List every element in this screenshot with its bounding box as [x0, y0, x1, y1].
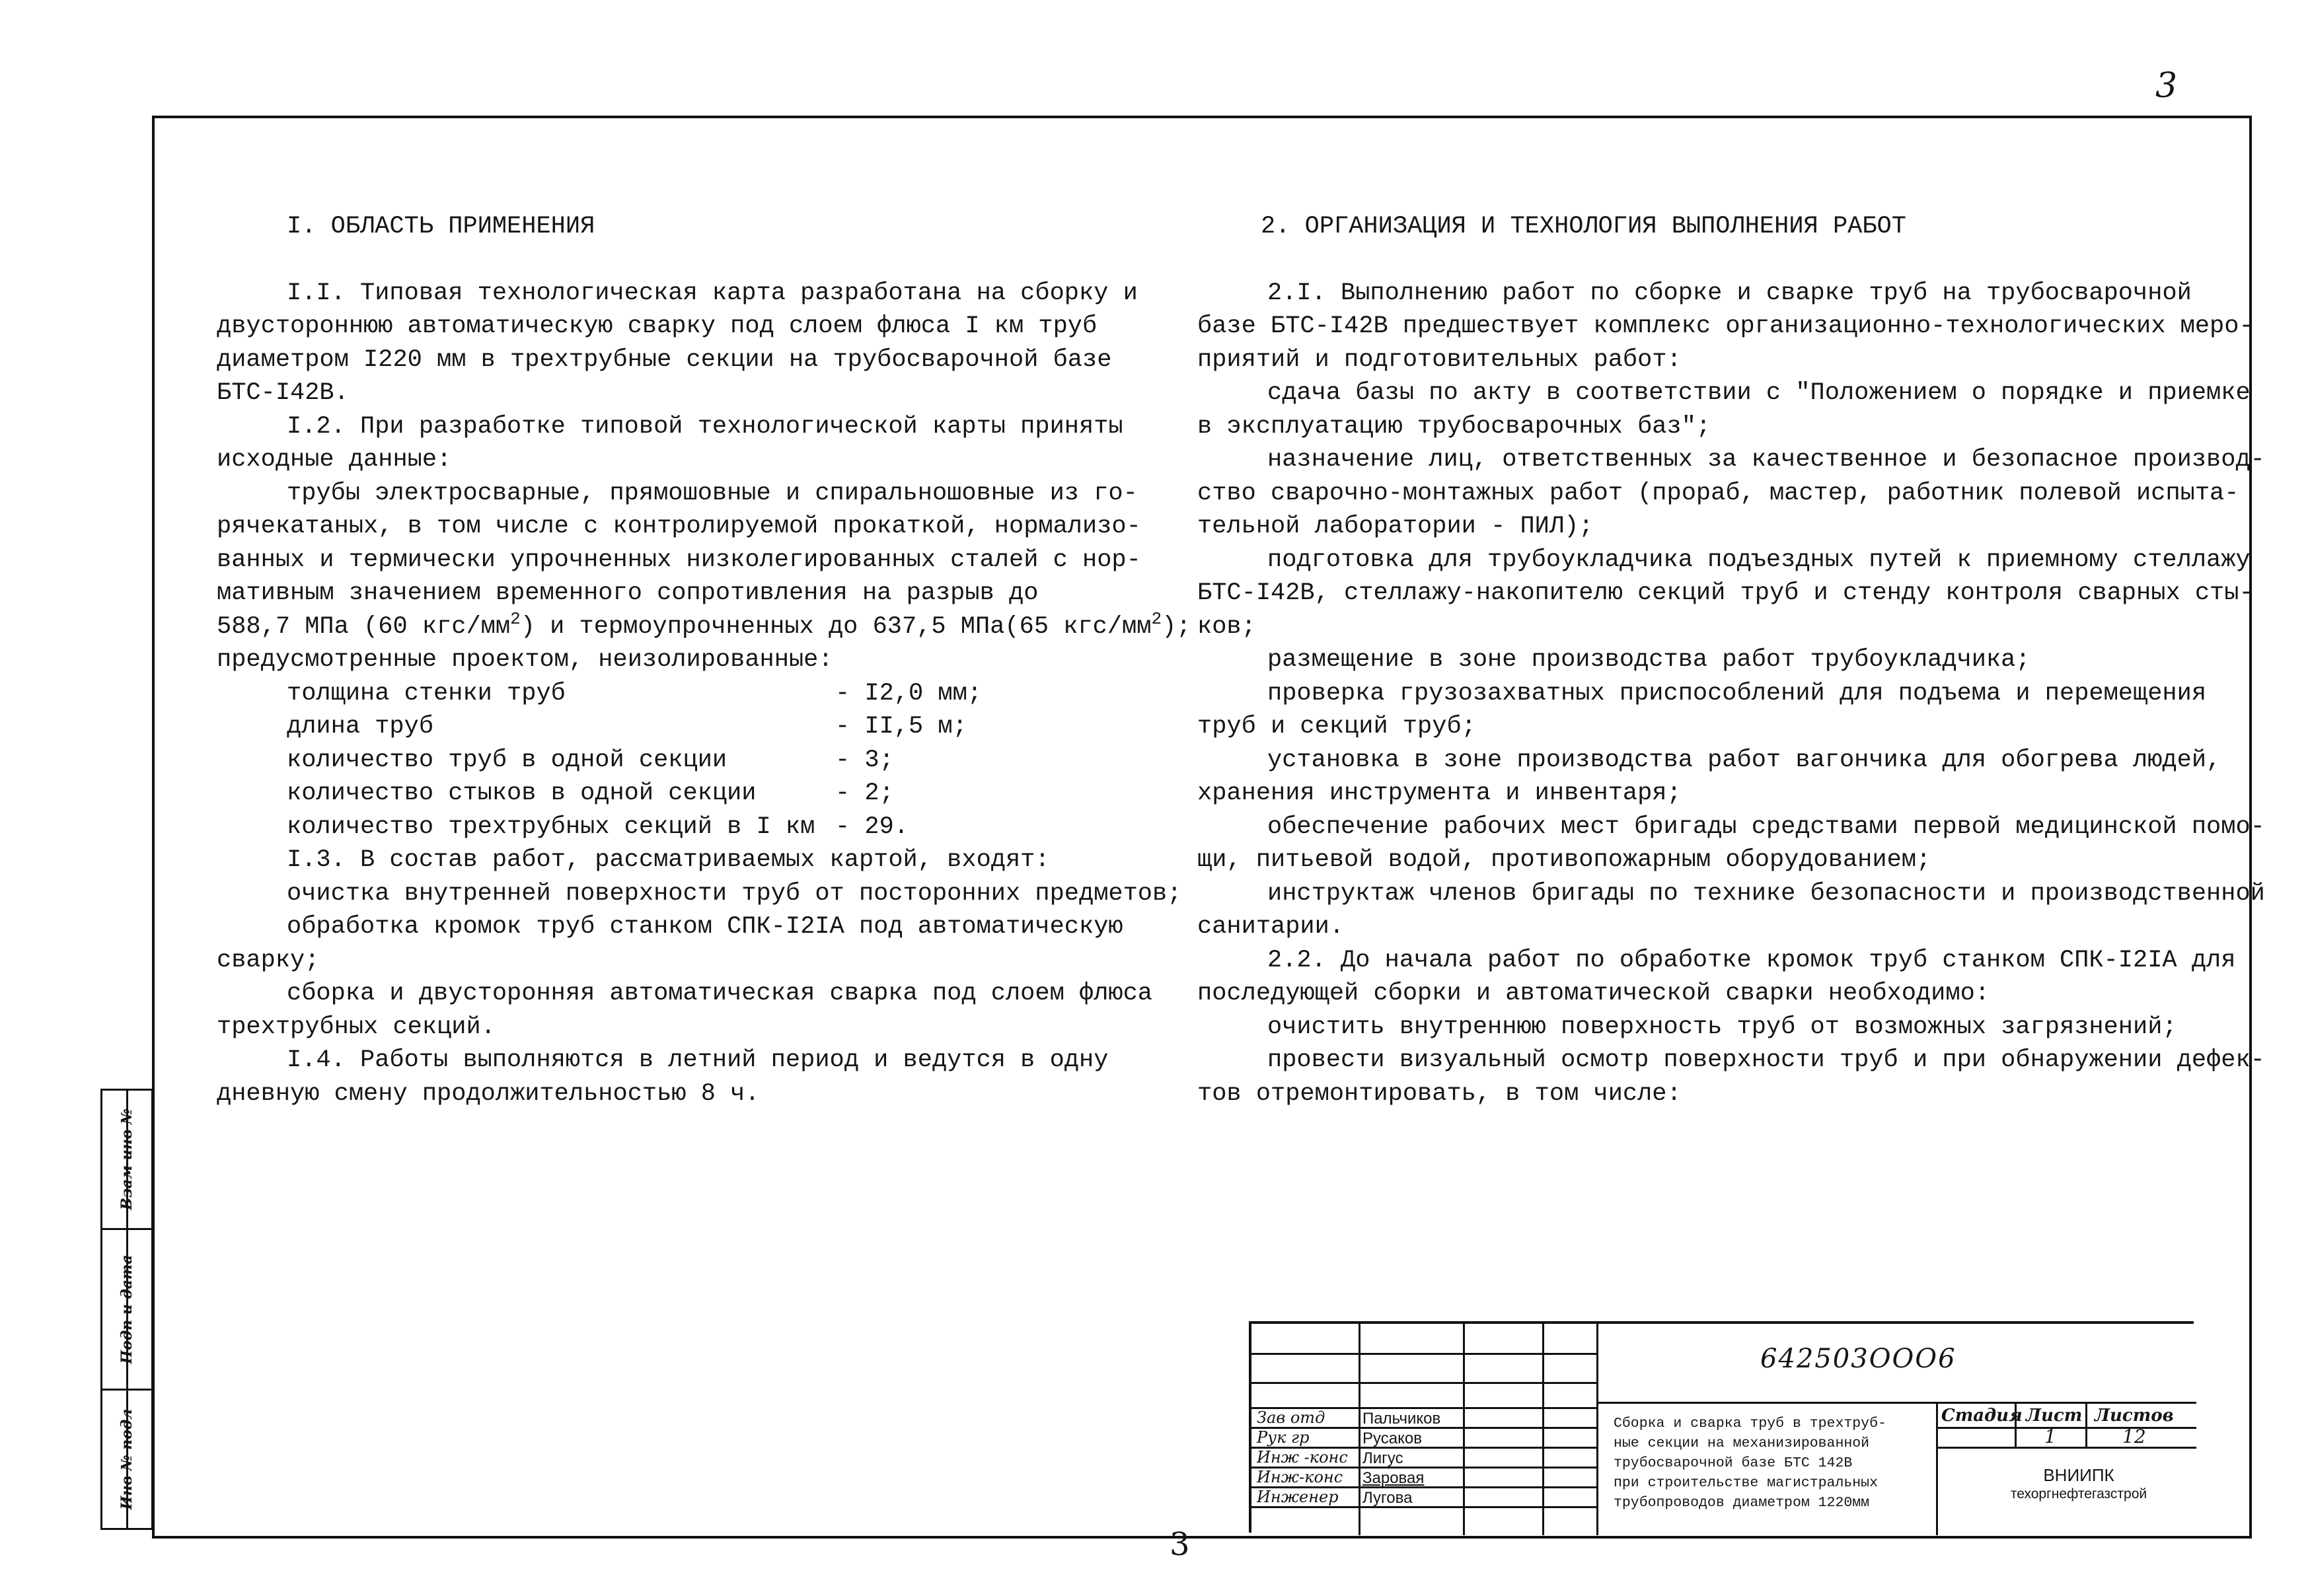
text-line: тельной лаборатории - ПИЛ); — [1197, 513, 1594, 540]
text-line: базе БТС-I42В предшествует комплекс организационно-технологических меро- — [1197, 312, 2254, 340]
text-line: исходные данные: — [217, 446, 452, 474]
text-line: диаметром I220 мм в трехтрубные секции на трубосварочной базе — [217, 345, 1112, 374]
text-line: ство сварочно-монтажных работ (прораб, мастер, работник полевой испыта- — [1197, 479, 2239, 507]
text-line: санитарии. — [1197, 913, 1345, 941]
text-line: дневную смену продолжительностью 8 ч. — [217, 1079, 760, 1108]
text-line: сдача базы по акту в соответствии с "Положением о порядке и приемке — [1267, 379, 2251, 407]
right-column — [1197, 210, 2265, 1110]
text-line: двустороннюю автоматическую сварку под слоем флюса I км труб — [217, 312, 1098, 340]
text-line: обеспечение рабочих мест бригады средствами первой медицинской помо- — [1267, 813, 2265, 841]
text-line: приятий и подготовительных работ: — [1197, 345, 1682, 374]
text-line: БТС-I42В. — [217, 379, 349, 407]
margin-strip — [100, 1089, 153, 1530]
param-row: количество труб в одной секции - 3; — [287, 746, 894, 774]
text-line: обработка кромок труб станком СПК-I2IА под автоматическую — [287, 913, 1123, 941]
text-line: I.I. Типовая технологическая карта разработана на сборку и — [287, 279, 1138, 307]
title-block — [1249, 1321, 2194, 1533]
param-row: количество трехтрубных секций в I км - 29. — [287, 813, 909, 841]
sheet-value: 1 — [2044, 1426, 2056, 1447]
margin-label: Инв № подл — [118, 1408, 135, 1510]
stamp-role: Инж -конс — [1257, 1448, 1348, 1467]
sheet-label: Лист — [2026, 1406, 2083, 1426]
org-subname: техоргнефтегазстрой — [2010, 1486, 2147, 1502]
sheets-value: 12 — [2122, 1426, 2146, 1447]
param-row: толщина стенки труб - I2,0 мм; — [287, 679, 983, 707]
page-number-top: 3 — [2155, 66, 2178, 106]
stamp-name: Русаков — [1362, 1430, 1422, 1447]
text-line: ванных и термически упрочненных низколегированных сталей с нор- — [217, 546, 1141, 574]
text-line: проверка грузозахватных приспособлений для подъема и перемещения — [1267, 679, 2207, 707]
text-line: трехтрубных секций. — [217, 1013, 496, 1041]
text-line: мативным значением временного сопротивления на разрыв до — [217, 579, 1039, 607]
text-line: I.4. Работы выполняются в летний период и ведутся в одну — [287, 1046, 1109, 1074]
text-line: труб и секций труб; — [1197, 713, 1476, 741]
margin-label: Взам инв № — [118, 1108, 135, 1210]
stamp-name: Лугова — [1362, 1489, 1413, 1507]
text-line: очистка внутренней поверхности труб от посторонних предметов; — [287, 879, 1182, 908]
param-row: длина труб - II,5 м; — [287, 713, 967, 741]
text-line: I.3. В состав работ, рассматриваемых картой, входят: — [287, 846, 1050, 874]
strength-line: 588,7 МПа (60 кгс/$мм^2$) и термоупрочненных до 637,5 МПа(65 кгс/$мм^2$); — [217, 608, 1191, 641]
text-line: подготовка для трубоукладчика подъездных путей к приемному стеллажу — [1267, 546, 2251, 574]
text-line: БТС-I42В, стеллажу-накопителю секций труб и стенду контроля сварных сты- — [1197, 579, 2254, 607]
text-line: тов отремонтировать, в том числе: — [1197, 1079, 1682, 1108]
text-line: 2.2. До начала работ по обработке кромок труб станком СПК-I2IА для — [1267, 946, 2236, 974]
text-line: назначение лиц, ответственных за качественное и безопасное производ- — [1267, 446, 2265, 474]
text-line: I.2. При разработке типовой технологической карты приняты — [287, 412, 1123, 441]
text-line: трубы электросварные, прямошовные и спиральношовные из го- — [287, 479, 1138, 507]
text-line: предусмотренные проектом, неизолированные: — [217, 646, 833, 674]
text-line: установка в зоне производства работ вагончика для обогрева людей, — [1267, 746, 2221, 774]
text-line: провести визуальный осмотр поверхности труб и при обнаружении дефек- — [1267, 1046, 2265, 1074]
text-line: инструктаж членов бригады по технике безопасности и производственной — [1267, 879, 2265, 908]
page-number-bottom: 3 — [1170, 1526, 1190, 1563]
margin-label: Подп и дата — [118, 1254, 135, 1364]
sheets-label: Листов — [2095, 1406, 2174, 1426]
text-line: последующей сборки и автоматической сварки необходимо: — [1197, 980, 1990, 1007]
stamp-name: Пальчиков — [1362, 1410, 1441, 1428]
section-1-heading: I. ОБЛАСТЬ ПРИМЕНЕНИЯ — [287, 213, 595, 240]
text-line: в эксплуатацию трубосварочных баз"; — [1197, 412, 1711, 441]
stage-label: Стадия — [1941, 1406, 2023, 1426]
text-line: хранения инструмента и инвентаря; — [1197, 780, 1682, 807]
text-line: 2.I. Выполнению работ по сборке и сварке труб на трубосварочной — [1267, 279, 2192, 307]
section-2-heading: 2. ОРГАНИЗАЦИЯ И ТЕХНОЛОГИЯ ВЫПОЛНЕНИЯ РАБОТ — [1261, 213, 1906, 240]
left-column — [217, 210, 1191, 1110]
stamp-title: Сборка и сварка труб в трехтруб- ные секции на механизированной трубосварочной базе БТС 142В при строительстве магистральных трубопроводов диаметром 1220мм — [1614, 1416, 1886, 1511]
text-line: размещение в зоне производства работ трубоукладчика; — [1267, 646, 2031, 674]
text-line: очистить внутреннюю поверхность труб от возможных загрязнений; — [1267, 1013, 2177, 1041]
param-row: количество стыков в одной секции - 2; — [287, 780, 894, 807]
org-name: ВНИИПК — [2043, 1465, 2114, 1485]
stamp-name: Лигус — [1362, 1449, 1403, 1467]
text-line: сварку; — [217, 946, 320, 974]
document-code: 642503ООО6 — [1760, 1344, 1956, 1374]
stamp-role: Рук гр — [1257, 1428, 1310, 1447]
text-line: сборка и двусторонняя автоматическая сварка под слоем флюса — [287, 980, 1153, 1007]
stamp-role: Зав отд — [1257, 1408, 1325, 1427]
stamp-name: Заровая — [1362, 1469, 1425, 1487]
text-line: щи, питьевой водой, противопожарным оборудованием; — [1197, 846, 1931, 874]
stamp-role: Инж-конс — [1257, 1468, 1343, 1486]
stamp-role: Инженер — [1257, 1488, 1339, 1506]
text-line: ков; — [1197, 612, 1256, 641]
text-line: рячекатаных, в том числе с контролируемой прокаткой, нормализо- — [217, 513, 1141, 540]
